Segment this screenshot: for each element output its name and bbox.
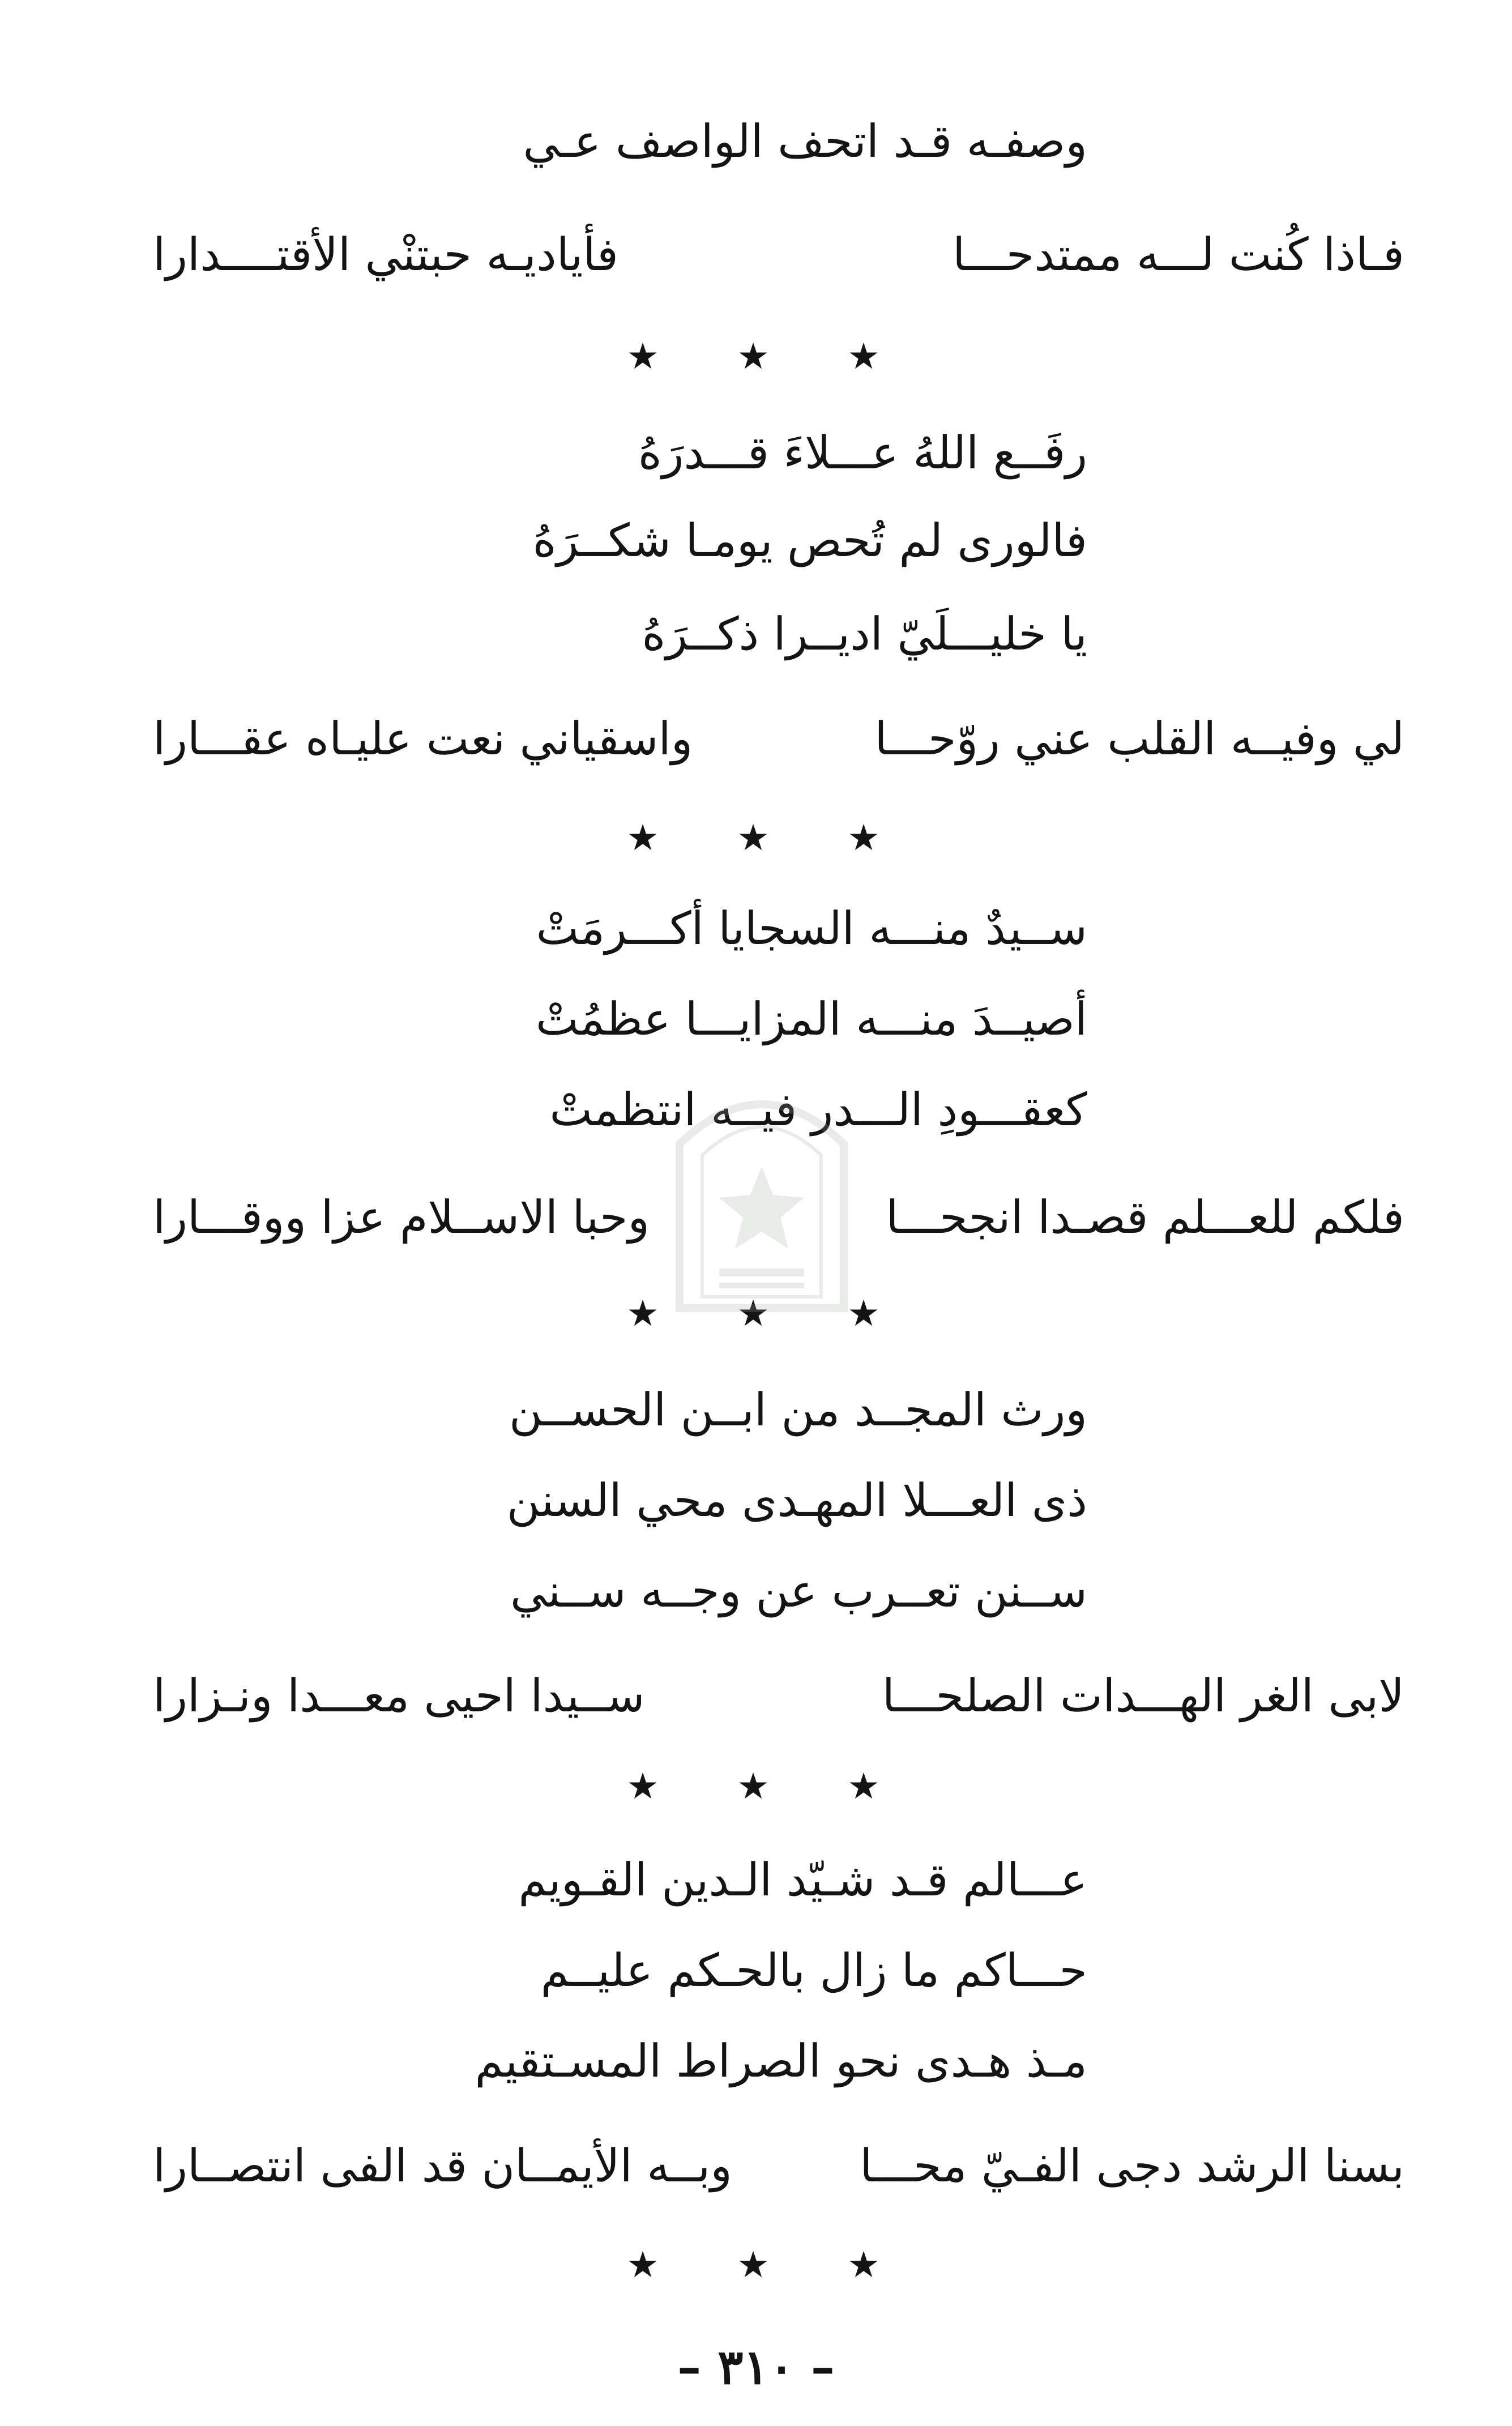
poem-line: أصيــدَ منـــه المزايـــا عظمُتْ [536, 993, 1087, 1045]
poem-line: عـــالم قـد شـيّد الـدين القـويم [518, 1853, 1087, 1906]
couplet-right-hemistich: لي وفيــه القلب عني روّحـــا [874, 712, 1404, 765]
couplet-left-hemistich: فأياديـه حبتنْي الأقتــــدارا [153, 228, 618, 281]
couplet-left-hemistich: وحبا الاســلام عزا ووقـــارا [153, 1191, 650, 1244]
couplet [153, 2138, 1404, 2194]
poem-line: ذى العـــلا المهـدى محي السنن [506, 1474, 1087, 1527]
couplet [153, 1668, 1404, 1724]
star-icon: ★ [847, 1766, 880, 1808]
couplet-left-hemistich: ســيدا احيى معـــدا ونـزارا [153, 1669, 645, 1722]
poem-line: حـــاكم ما زال بالحـكم عليــم [540, 1944, 1087, 1997]
star-icon: ★ [626, 1293, 659, 1335]
stanza-separator [623, 1764, 883, 1809]
poem-line: فالورى لم تُحص يومـا شكــرَهُ [532, 514, 1087, 567]
poem-line: ســيدٌ منـــه السجايا أكـــرمَتْ [536, 902, 1087, 955]
couplet-right-hemistich: لابى الغر الهـــدات الصلحـــا [882, 1669, 1404, 1722]
star-icon: ★ [737, 1293, 770, 1335]
star-icon: ★ [737, 817, 770, 859]
stanza-separator [623, 334, 883, 379]
couplet-right-hemistich: بسنا الرشد دجى الفـيّ محـــا [860, 2139, 1404, 2192]
library-emblem-icon [668, 1059, 855, 1319]
poem-line: يا خليـــلَيّ اديــرا ذكــرَهُ [642, 608, 1087, 660]
star-icon: ★ [737, 336, 770, 378]
star-icon: ★ [626, 336, 659, 378]
star-icon: ★ [847, 1293, 880, 1335]
poem-line: ســنن تعــرب عن وجــه ســني [510, 1565, 1087, 1617]
poem-line: ورث المجــد من ابــن الحســن [509, 1383, 1087, 1436]
poem-line: رفَــع اللهُ عـــلاءَ قـــدرَهُ [638, 426, 1087, 479]
couplet-right-hemistich: فـاذا كُنت لـــه ممتدحـــا [953, 228, 1404, 281]
couplet-left-hemistich: واسقياني نعت عليـاه عقـــارا [153, 712, 693, 765]
star-icon: ★ [847, 2244, 880, 2286]
star-icon: ★ [847, 817, 880, 859]
star-icon: ★ [737, 2244, 770, 2286]
poem-line: وصفـه قـد اتحف الواصف عـي [523, 115, 1087, 168]
stanza-separator [623, 2243, 883, 2288]
star-icon: ★ [626, 1766, 659, 1808]
couplet-left-hemistich: وبــه الأيمــان قد الفى انتصــارا [153, 2139, 732, 2192]
poem-line: مـذ هـدى نحو الصراط المسـتقيم [475, 2035, 1087, 2087]
page-number: – ٣١٠ – [677, 2339, 835, 2395]
couplet-right-hemistich: فلكم للعـــلم قصـدا انجحـــا [886, 1191, 1404, 1244]
star-icon: ★ [847, 336, 880, 378]
stanza-separator [623, 815, 883, 861]
couplet [153, 711, 1404, 767]
star-icon: ★ [626, 817, 659, 859]
star-icon: ★ [626, 2244, 659, 2286]
couplet [153, 227, 1404, 283]
poem-line: كعقـــودِ الـــدر فيــه انتظمتْ [549, 1083, 1087, 1136]
star-icon: ★ [737, 1766, 770, 1808]
